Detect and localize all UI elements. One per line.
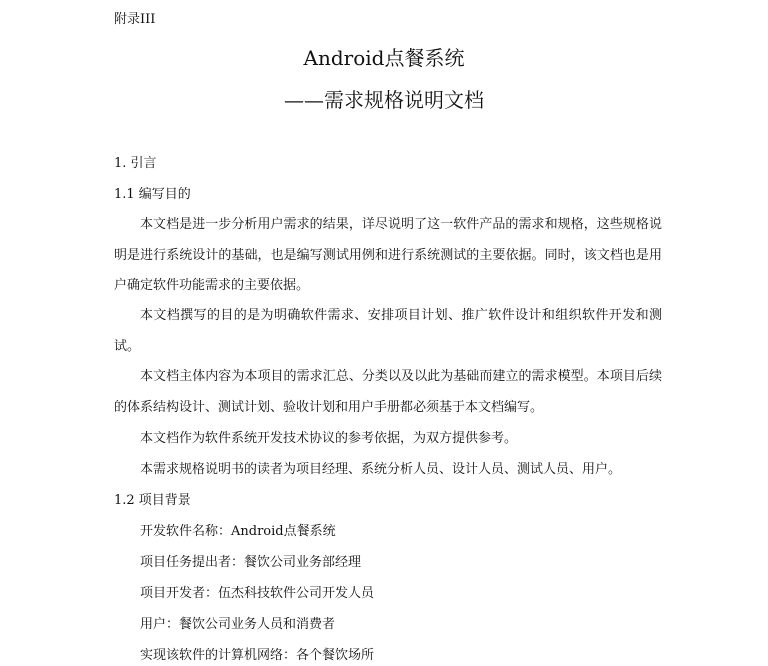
background-item: 用户：餐饮公司业务人员和消费者 xyxy=(140,617,336,632)
background-item: 项目任务提出者：餐饮公司业务部经理 xyxy=(140,555,362,570)
background-item: 项目开发者：伍杰科技软件公司开发人员 xyxy=(140,586,375,601)
paragraph: 本文档撰写的目的是为明确软件需求、安排项目计划、推广软件设计和组织软件开发和测试。 xyxy=(114,308,662,354)
section-heading-background: 1.2 项目背景 xyxy=(114,493,191,508)
paragraph: 本文档主体内容为本项目的需求汇总、分类以及以此为基础而建立的需求模型。本项目后续的体系结构设计、测试计划、验收计划和用户手册都必须基于本文档编写。 xyxy=(114,369,662,415)
background-item: 实现该软件的计算机网络：各个餐饮场所 xyxy=(140,648,375,663)
section-heading-intro: 1. 引言 xyxy=(114,156,157,171)
paragraph: 本文档作为软件系统开发技术协议的参考依据，为双方提供参考。 xyxy=(140,431,518,446)
document-subtitle: ——需求规格说明文档 xyxy=(284,88,484,112)
document-title: Android点餐系统 xyxy=(303,46,465,70)
paragraph: 本需求规格说明书的读者为项目经理、系统分析人员、设计人员、测试人员、用户。 xyxy=(140,462,622,477)
background-item: 开发软件名称：Android点餐系统 xyxy=(140,524,336,539)
paragraph: 本文档是进一步分析用户需求的结果，详尽说明了这一软件产品的需求和规格，这些规格说明是进行系统设计的基础，也是编写测试用例和进行系统测试的主要依据。同时，该文档也是用户确定软件功能需求的主要依据。 xyxy=(114,217,662,293)
section-heading-purpose: 1.1 编写目的 xyxy=(114,187,191,202)
appendix-label: 附录III xyxy=(114,12,156,27)
